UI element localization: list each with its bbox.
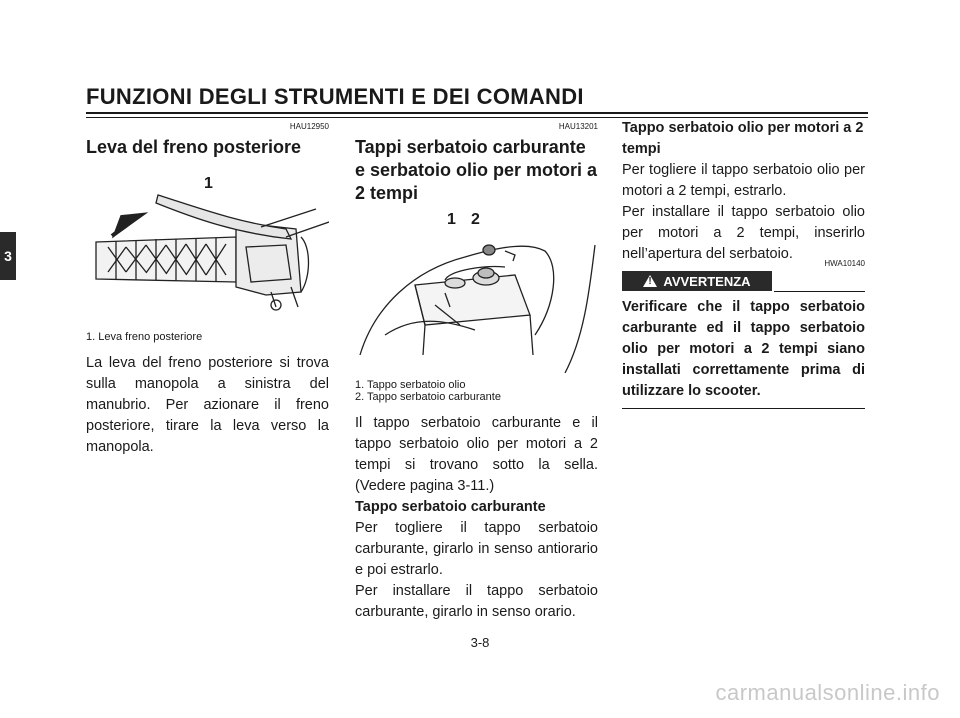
page-header-title: FUNZIONI DEGLI STRUMENTI E DEI COMANDI <box>86 84 584 109</box>
tank-caps-figure <box>355 211 598 373</box>
section-code: HAU12950 <box>289 122 329 131</box>
warning-text: Verificare che il tappo serbatoio carburante ed il tappo serbatoio olio per motori a 2 tempi siano installati correttamente prima di utilizzare lo scooter. <box>622 299 865 399</box>
figure-caption-2: 2. Tappo serbatoio carburante <box>355 391 501 403</box>
body-text-1: Il tappo serbatoio carburante e il tappo serbatoio olio per motori a 2 tempi si trovano sotto la sella. (Vedere pagina 3-11.) <box>355 415 598 494</box>
column-tank-caps <box>355 120 598 623</box>
column-oil-cap <box>622 118 865 409</box>
body-text-3: Per installare il tappo serbatoio carburante, girarlo in senso orario. <box>355 583 598 620</box>
body-text-2: Per togliere il tappo serbatoio carburante, girarlo in senso antiorario e poi estrarlo. <box>355 520 598 578</box>
section-code: HAU13201 <box>558 122 598 131</box>
warning-triangle-icon: ! <box>643 275 657 287</box>
chapter-tab: 3 <box>0 232 16 280</box>
body-text-2: Per installare il tappo serbatoio olio per motori a 2 tempi, inserirlo nell’apertura del serbatoio. <box>622 204 865 262</box>
subheading: Tappo serbatoio olio per motori a 2 tempi <box>622 120 864 157</box>
figure-caption-1: 1. Tappo serbatoio olio <box>355 379 466 391</box>
body-text: La leva del freno posteriore si trova sulla manopola a sinistra del manubrio. Per azionare il freno posteriore, tirare la leva verso la manopola. <box>86 355 329 455</box>
page-number: 3-8 <box>470 635 490 650</box>
warning-label: AVVERTENZA <box>663 273 751 289</box>
figure-caption: 1. Leva freno posteriore <box>86 331 203 343</box>
warning-header <box>622 271 865 293</box>
warning-code: HWA10140 <box>824 259 865 268</box>
column-rear-brake <box>86 120 329 458</box>
warning-badge <box>622 271 772 291</box>
brake-lever-figure <box>86 167 329 317</box>
header-rule <box>86 112 868 114</box>
callout-1: 1 <box>204 175 213 192</box>
callout-2: 2 <box>471 211 480 228</box>
body-text-1: Per togliere il tappo serbatoio olio per motori a 2 tempi, estrarlo. <box>622 162 865 199</box>
warning-end-rule <box>622 408 865 409</box>
tank-caps-illustration <box>355 215 598 373</box>
warning-rule <box>774 291 865 292</box>
watermark: carmanualsonline.info <box>715 680 940 705</box>
section-heading: Tappi serbatoio carburante e serbatoio olio per motori a 2 tempi <box>355 137 598 203</box>
subheading: Tappo serbatoio carburante <box>355 499 546 515</box>
section-heading: Leva del freno posteriore <box>86 137 302 157</box>
callout-1: 1 <box>447 211 456 228</box>
